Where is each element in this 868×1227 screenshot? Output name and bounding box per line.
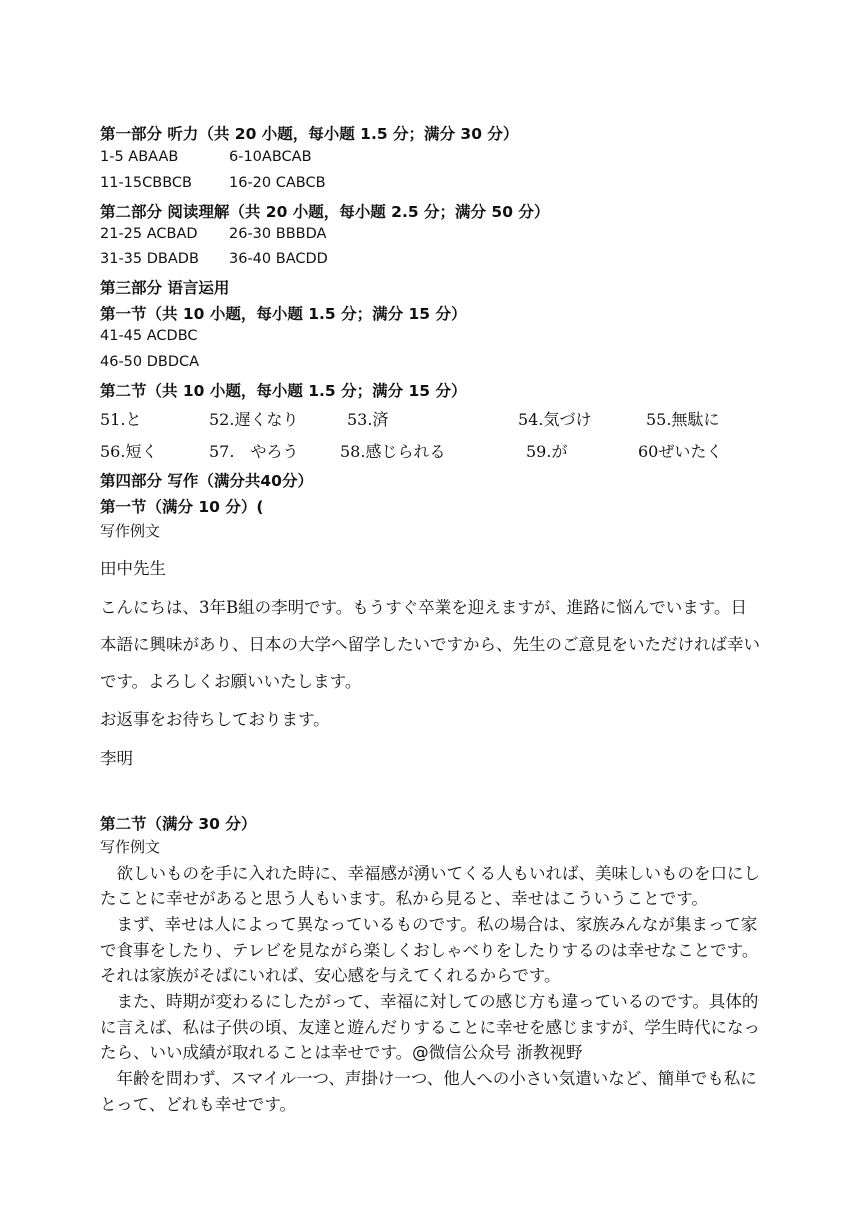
part3-section1-heading: 第一节（共 10 小题，每小题 1.5 分；满分 15 分）: [100, 305, 467, 323]
answer-53: 53.済: [347, 410, 389, 429]
essay-line: たことに幸せがあると思う人もいます。私から見ると、幸せはこういうことです。: [100, 889, 708, 908]
essay-line: に言えば、私は子供の頃、友達と遊んだりすることに幸せを感じますが、学生時代になっ: [100, 1018, 760, 1037]
part4-section1-heading: 第一节（满分 10 分）(: [100, 498, 264, 516]
answer-21-25: 21-25 ACBAD: [100, 226, 198, 242]
part3-section2-heading: 第二节（共 10 小题，每小题 1.5 分；满分 15 分）: [100, 382, 467, 400]
essay-line: まず、幸せは人によって異なっているものです。私の場合は、家族みんなが集まって家: [100, 915, 758, 934]
answer-57: 57. やろう: [209, 442, 299, 461]
essay-line: で食事をしたり、テレビを見ながら楽しくおしゃべりをしたりするのは幸せなことです。: [100, 941, 759, 960]
letter-body-line: です。よろしくお願いいたします。: [100, 672, 362, 691]
letter-body-line: 本語に興味があり、日本の大学へ留学したいですから、先生のご意見をいただければ幸い: [100, 635, 760, 654]
letter-body-line: お返事をお待ちしております。: [100, 710, 330, 729]
section2-example-label: 写作例文: [100, 838, 161, 856]
letter-signature: 李明: [100, 749, 133, 768]
essay-line: それは家族がそばにいれば、安心感を与えてくれるからです。: [100, 966, 561, 985]
answer-36-40: 36-40 BACDD: [229, 251, 328, 267]
section1-example-label: 写作例文: [100, 522, 161, 540]
answer-46-50: 46-50 DBDCA: [100, 354, 200, 370]
essay-line: とって、どれも幸せです。: [100, 1095, 297, 1114]
part4-section2-heading: 第二节（满分 30 分）: [100, 815, 257, 833]
answer-1-5: 1-5 ABAAB: [100, 149, 179, 165]
answer-41-45: 41-45 ACDBC: [100, 328, 198, 344]
answer-52: 52.遅くなり: [209, 410, 299, 429]
answer-58: 58.感じられる: [340, 442, 446, 461]
answer-51: 51.と: [100, 410, 142, 429]
answer-26-30: 26-30 BBBDA: [229, 226, 327, 242]
answer-59: 59.が: [526, 442, 568, 461]
essay-line: 年齢を問わず、スマイル一つ、声掛け一つ、他人への小さい気遣いなど、簡単でも私に: [100, 1069, 757, 1088]
part3-heading: 第三部分 语言运用: [100, 279, 230, 297]
part1-heading: 第一部分 听力（共 20 小题，每小题 1.5 分；满分 30 分）: [100, 125, 519, 143]
answer-6-10: 6-10ABCAB: [229, 149, 312, 165]
essay-line: たら、いい成績が取れることは幸せです。@微信公众号 浙教视野: [100, 1043, 583, 1062]
letter-salutation: 田中先生: [100, 559, 166, 578]
answer-31-35: 31-35 DBADB: [100, 251, 199, 267]
answer-55: 55.無駄に: [646, 410, 720, 429]
part4-heading: 第四部分 写作（满分共40分）: [100, 472, 313, 490]
essay-line: 欲しいものを手に入れた時に、幸福感が湧いてくる人もいれば、美味しいものを口にし: [100, 864, 760, 883]
part2-heading: 第二部分 阅读理解（共 20 小题，每小题 2.5 分；满分 50 分）: [100, 203, 550, 221]
answer-16-20: 16-20 CABCB: [229, 175, 326, 191]
essay-line: また、時期が変わるにしたがって、幸福に対しての感じ方も違っているのです。具体的: [100, 992, 759, 1011]
answer-54: 54.気づけ: [518, 410, 592, 429]
letter-body-line: こんにちは、3年B組の李明です。もうすぐ卒業を迎えますが、進路に悩んでいます。日: [100, 598, 747, 617]
answer-60: 60ぜいたく: [638, 442, 723, 461]
answer-56: 56.短く: [100, 442, 158, 461]
answer-11-15: 11-15CBBCB: [100, 175, 192, 191]
